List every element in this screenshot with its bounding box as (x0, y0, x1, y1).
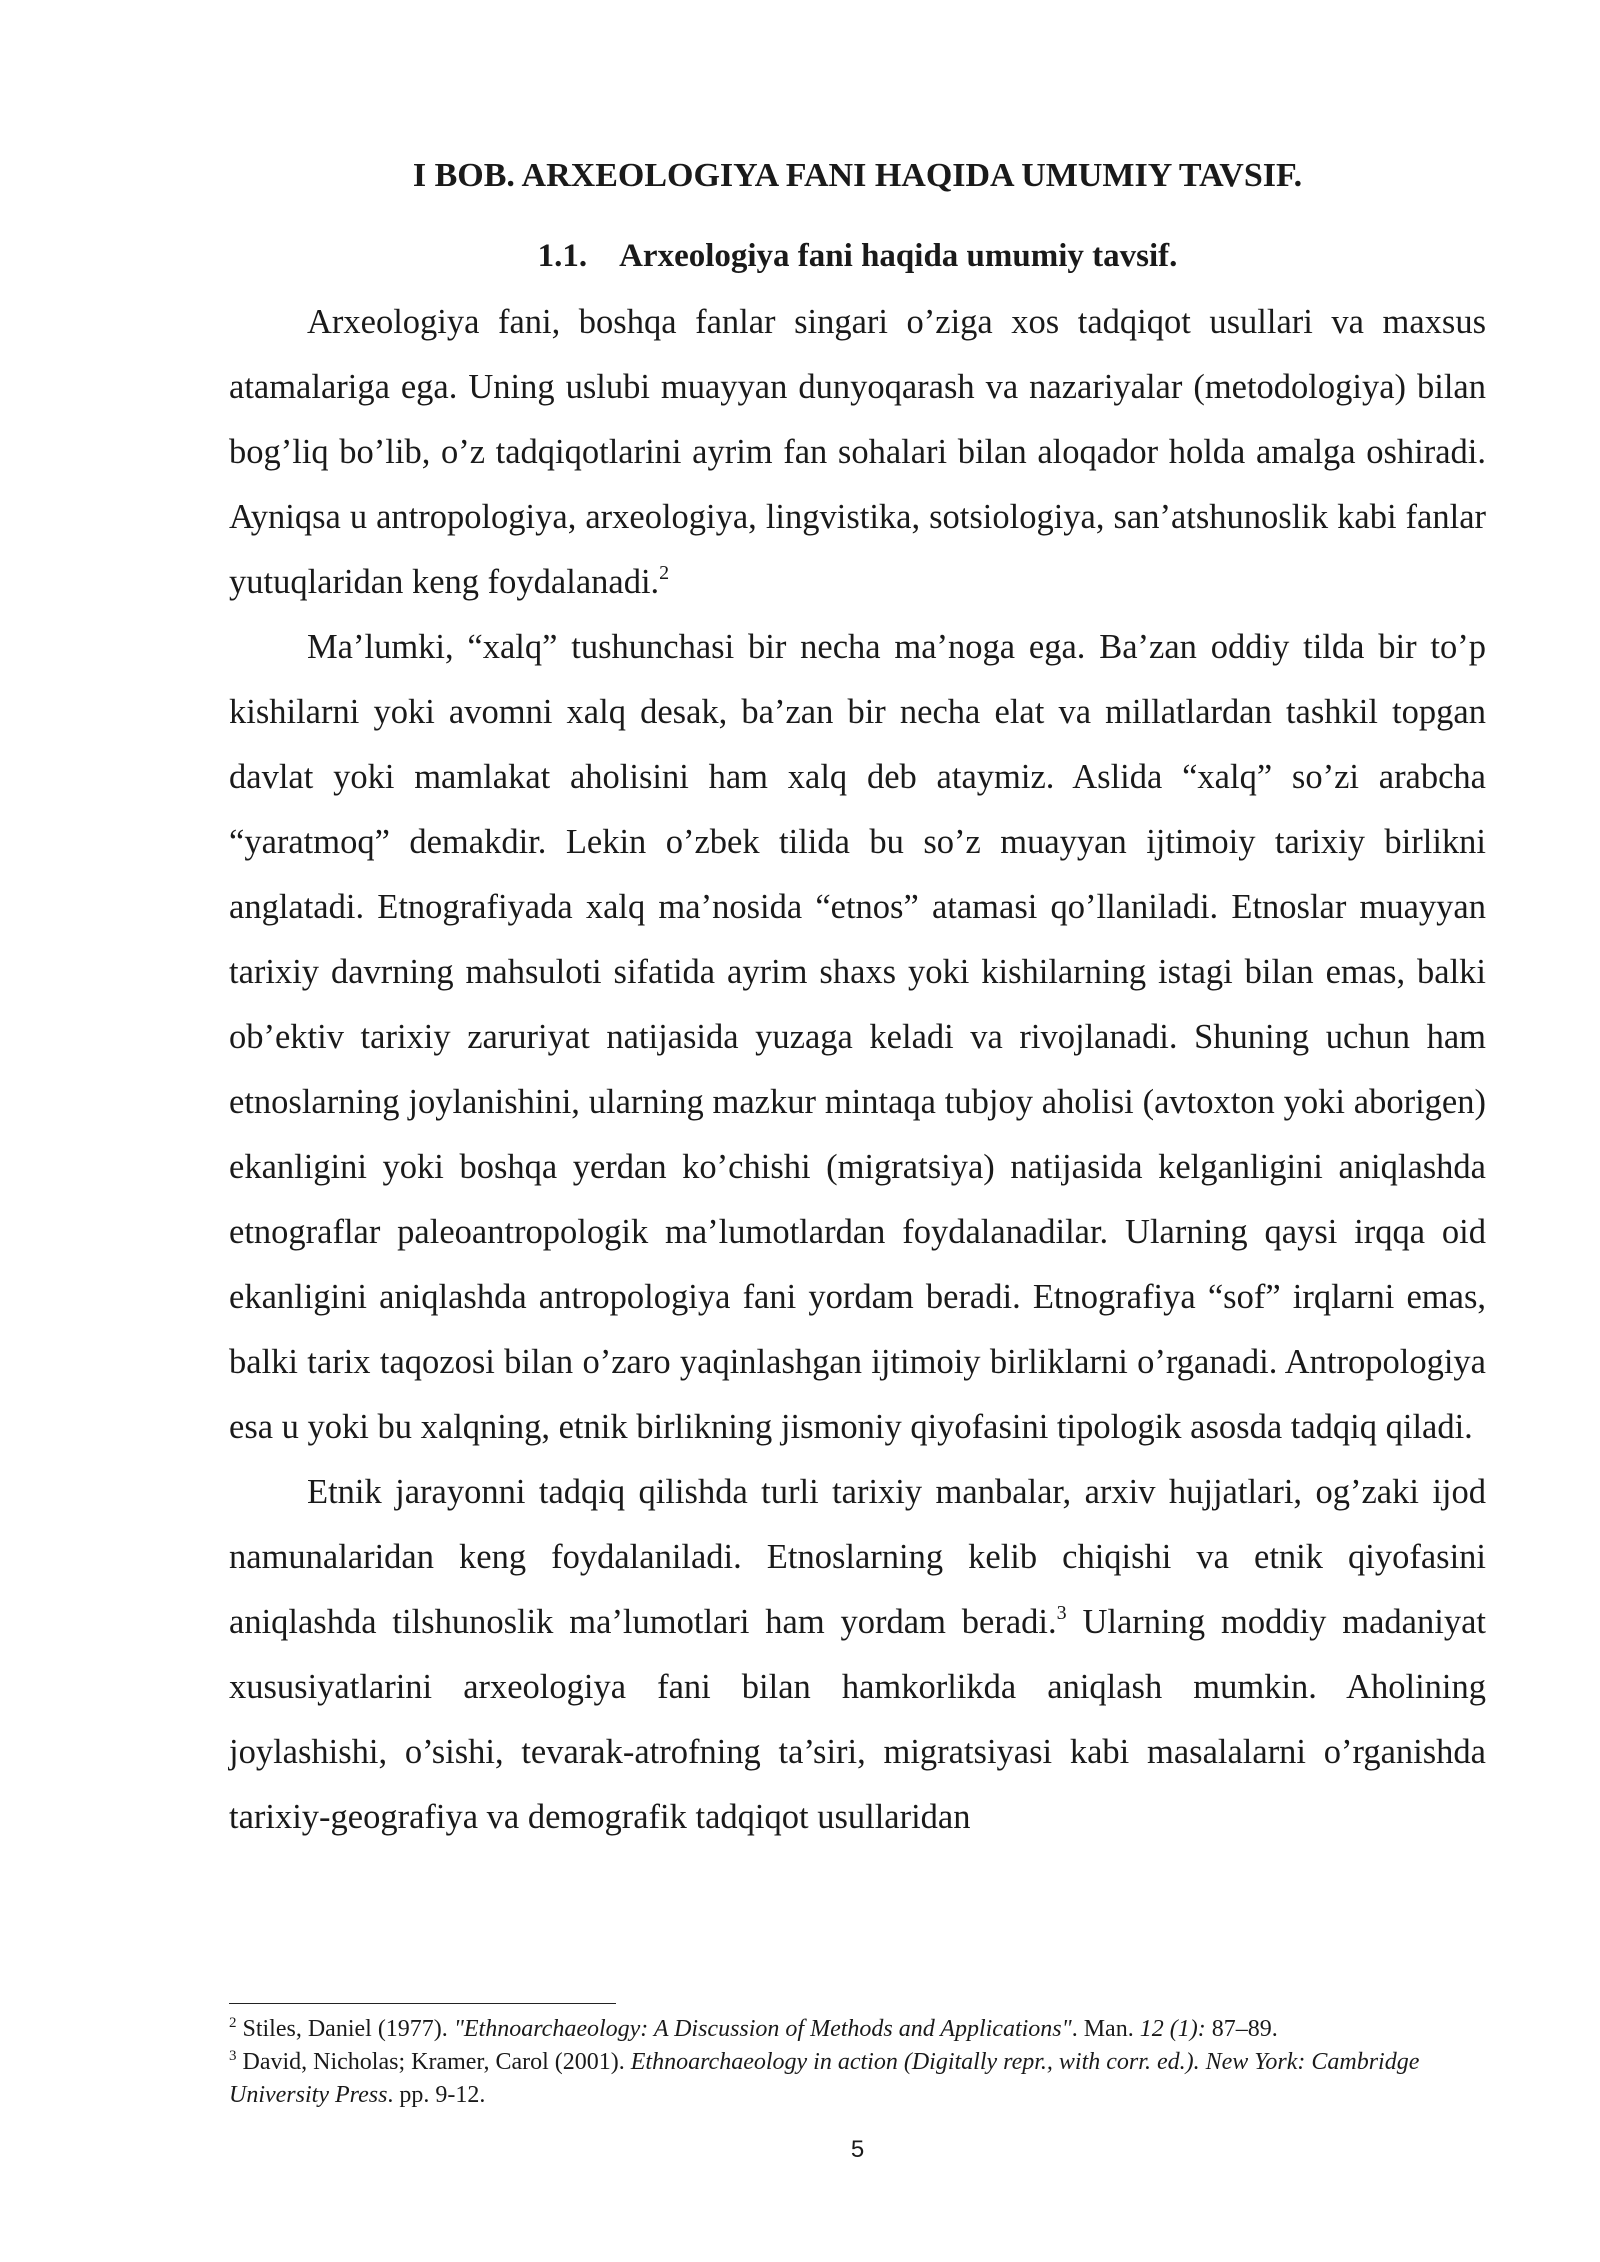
footnote-reference[interactable]: 3 (1056, 1602, 1067, 1624)
footnote (229, 2013, 1486, 2046)
footnote-separator (229, 2003, 616, 2004)
paragraph (229, 290, 1486, 615)
footnote-text: 87–89. (1205, 2016, 1278, 2042)
section-heading (229, 232, 1486, 280)
footnote-marker: 2 (229, 2015, 237, 2031)
paragraph-text: Ularning moddiy madaniyat xususiyatlarini arxeologiya fani bilan hamkorlikda aniqlash mumkin. Aholining joylashishi, o’sishi, tevarak-atrofning ta’siri, migratsiyasi kabi masalalarni o’rganishda tarixiy-geografiya va demografik tadqiqot usullaridan (229, 1603, 1486, 1836)
footnotes (229, 2013, 1486, 2112)
footnote-title: "Ethnoarchaeology: A Discussion of Methods and Applications" (453, 2016, 1072, 2042)
footnote-text: David, Nicholas; Kramer, Carol (2001). (236, 2049, 631, 2075)
body-text (229, 290, 1486, 1850)
paragraph (229, 615, 1486, 1460)
footnote-text: . pp. 9-12. (387, 2082, 486, 2108)
footnote-volume: 12 (1): (1139, 2016, 1206, 2042)
page-number: 5 (850, 2136, 865, 2163)
footnote-text: . Man (1071, 2016, 1128, 2042)
footnote-marker: 3 (229, 2048, 237, 2064)
footnote-reference[interactable]: 2 (659, 562, 670, 584)
footnote (229, 2046, 1486, 2112)
section-number: 1.1. (537, 238, 588, 274)
paragraph (229, 1460, 1486, 1850)
paragraph-text: Arxeologiya fani, boshqa fanlar singari o’ziga xos tadqiqot usullari va maxsus atamalariga ega. Uning uslubi muayyan dunyoqarash va nazariyalar (metodologiya) bilan bog’liq bo’lib, o’z tadqiqotlarini ayrim fan sohalari bilan aloqador holda amalga oshiradi. Ayniqsa u antropologiya, arxeologiya, lingvistika, sotsiologiya, san’atshunoslik kabi fanlar yutuqlaridan keng foydalanadi. (229, 303, 1486, 601)
paragraph-text: Etnik jarayonni tadqiq qilishda turli tarixiy manbalar, arxiv hujjatlari, og’zaki ijod namunalaridan keng foydalaniladi. Etnoslarning kelib chiqishi va etnik qiyofasini aniqlashda tilshunoslik ma’lumotlari ham yordam beradi. (229, 1473, 1486, 1641)
footnote-title: Ethnoarchaeology in action (Digitally repr., with corr. ed.). New York: Cambridge University Press (229, 2049, 1420, 2108)
section-title: Arxeologiya fani haqida umumiy tavsif. (619, 238, 1178, 274)
chapter-title: I BOB. ARXEOLOGIYA FANI HAQIDA UMUMIY TAVSIF. (412, 157, 1303, 194)
footnote-text: Stiles, Daniel (1977). (236, 2016, 454, 2042)
footnote-text: . (1127, 2016, 1140, 2042)
paragraph-text: Ma’lumki, “xalq” tushunchasi bir necha ma’noga ega. Ba’zan oddiy tilda bir to’p kishilarni yoki avomni xalq desak, ba’zan bir necha elat va millatlardan tashkil topgan davlat yoki mamlakat aholisini ham xalq deb ataymiz. Aslida “xalq” so’zi arabcha “yaratmoq” demakdir. Lekin o’zbek tilida bu so’z muayyan ijtimoiy tarixiy birlikni anglatadi. Etnografiyada xalq ma’nosida “etnos” atamasi qo’llaniladi. Etnoslar muayyan tarixiy davrning mahsuloti sifatida ayrim shaxs yoki kishilarning istagi bilan emas, balki ob’ektiv tarixiy zaruriyat natijasida yuzaga keladi va rivojlanadi. Shuning uchun ham etnoslarning joylanishini, ularning mazkur mintaqa tubjoy aholisi (avtoxton yoki aborigen) ekanligini yoki boshqa yerdan ko’chishi (migratsiya) natijasida kelganligini aniqlashda etnograflar paleoantropologik ma’lumotlardan foydalanadilar. Ularning qaysi irqqa oid ekanligini aniqlashda antropologiya fani yordam beradi. Etnografiya “sof” irqlarni emas, balki tarix taqozosi bilan o’zaro yaqinlashgan ijtimoiy birliklarni o’rganadi. Antropologiya esa u yoki bu xalqning, etnik birlikning jismoniy qiyofasini tipologik asosda tadqiq qiladi. (229, 628, 1486, 1446)
